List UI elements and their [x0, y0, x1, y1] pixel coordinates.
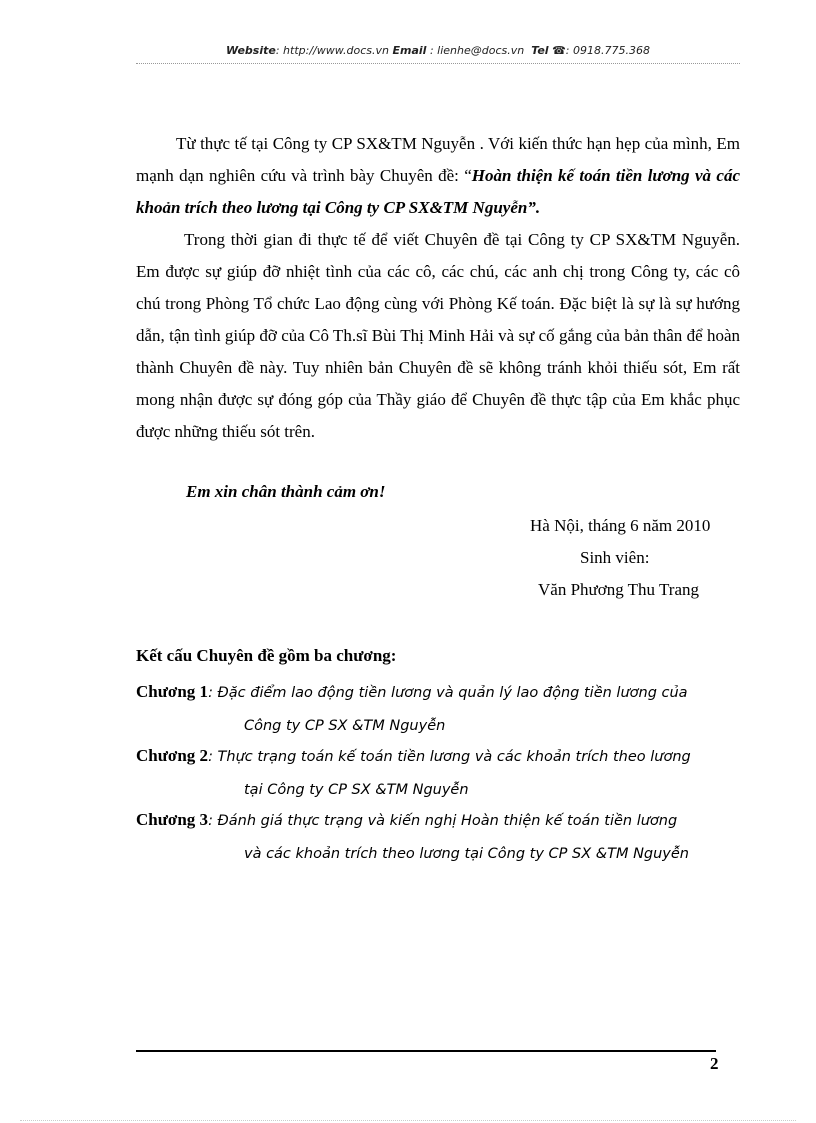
acknowledgement-paragraph: Trong thời gian đi thực tế để viết Chuyên đề tại Công ty CP SX&TM Nguyễn. Em được sự giúp đỡ nhiệt tình của các cô, các chú, các anh chị trong Công ty, các cô chú trong Phòng Tổ chức Lao động cùng với Phòng Kế toán. Đặc biệt là sự là sự hướng dẫn, tận tình giúp đỡ của Cô Th.sĩ Bùi Thị Minh Hải và sự cố gắng của bản thân để hoàn thành Chuyên đề này. Tuy nhiên bản Chuyên đề sẽ không tránh khỏi thiếu sót, Em rất mong nhận được sự đóng góp của Thầy giáo để Chuyên đề thực tập của Em khắc phục được những thiếu sót trên. [136, 230, 740, 441]
chapter-text: : Thực trạng toán kế toán tiền lương và các khoản trích theo lương [208, 749, 691, 765]
website-value: : http://www.docs.vn [275, 44, 390, 57]
chapter-text-cont: Công ty CP SX &TM Nguyễn [244, 718, 446, 734]
chapter-label: Chương 2 [136, 746, 209, 765]
email-value: : lienhe@docs.vn [429, 44, 525, 57]
chapter-item [136, 804, 740, 870]
chapter-text-cont: tại Công ty CP SX &TM Nguyễn [244, 782, 469, 798]
email-label: Email [392, 44, 427, 57]
website-label: Website [226, 44, 276, 57]
structure-title: Kết cấu Chuyên đề gồm ba chương: [136, 646, 397, 665]
signature-date: Hà Nội, tháng 6 năm 2010 [530, 516, 711, 535]
intro-text: Từ thực tế tại Công ty CP SX&TM Nguyễn . Với kiến thức hạn hẹp của mình, Em mạnh dạn nghiên cứu và trình bày Chuyên đề: “ [136, 134, 740, 185]
signature-role: Sinh viên: [580, 548, 650, 567]
tel-label: Tel [531, 44, 549, 57]
page-edge-divider [20, 1120, 796, 1121]
thanks-line: Em xin chân thành cảm ơn! [186, 482, 386, 501]
thesis-title: Hoàn thiện kế toán tiền lương và các khoản trích theo lương tại Công ty CP SX&TM Nguyễn”. [136, 166, 740, 217]
chapter-text: : Đặc điểm lao động tiền lương và quản lý lao động tiền lương của [208, 685, 688, 701]
page-header [136, 44, 740, 57]
chapter-item [136, 740, 740, 806]
footer-divider [136, 1050, 716, 1052]
chapter-label: Chương 1 [136, 682, 209, 701]
phone-icon: ☎ [552, 44, 566, 57]
page-number: 2 [710, 1054, 719, 1073]
chapter-text: : Đánh giá thực trạng và kiến nghị Hoàn thiện kế toán tiền lương [208, 813, 678, 829]
header-divider [136, 63, 740, 64]
chapter-item [136, 676, 740, 742]
chapter-text-cont: và các khoản trích theo lương tại Công ty CP SX &TM Nguyễn [244, 846, 689, 862]
chapter-label: Chương 3 [136, 810, 209, 829]
signature-name: Văn Phương Thu Trang [538, 580, 699, 599]
tel-value: : 0918.775.368 [565, 44, 650, 57]
intro-paragraph [136, 128, 740, 224]
